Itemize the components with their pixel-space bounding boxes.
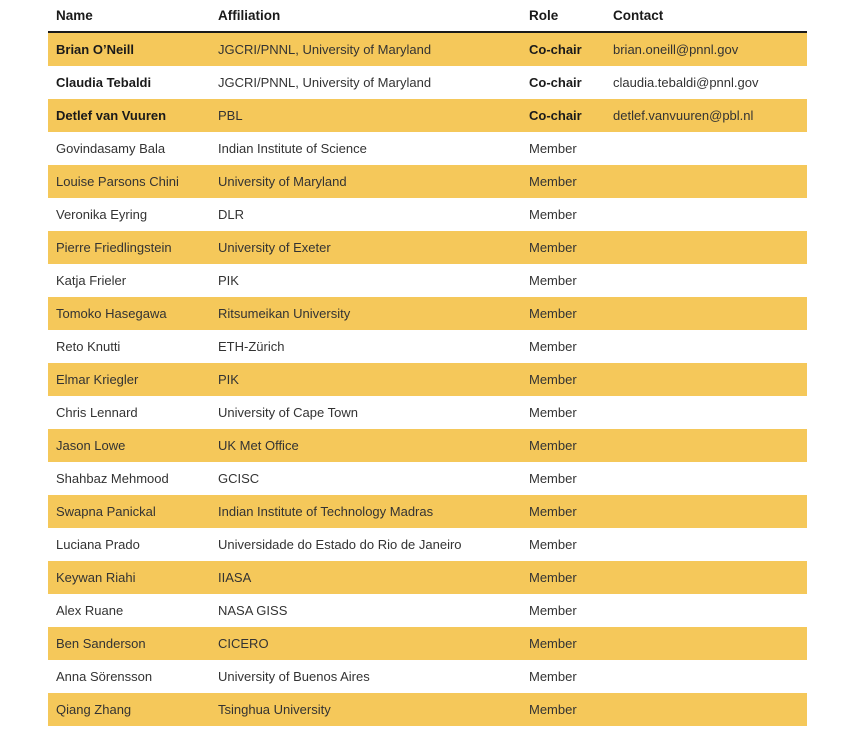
name-cell: Reto Knutti: [56, 339, 121, 354]
role-cell: Member: [529, 669, 577, 684]
affiliation-cell: University of Cape Town: [218, 405, 358, 420]
table-body: [48, 32, 807, 726]
name-cell: Louise Parsons Chini: [48, 165, 210, 198]
role-cell: Member: [521, 693, 605, 726]
contact-cell: [605, 132, 807, 165]
members-table: [48, 0, 807, 726]
contact-cell: [605, 363, 807, 396]
name-cell: Jason Lowe: [48, 429, 210, 462]
contact-cell: [605, 627, 807, 660]
header-row: [48, 0, 807, 32]
name-cell: Detlef van Vuuren: [48, 99, 210, 132]
role-cell: Member: [529, 537, 577, 552]
affiliation-cell: ETH-Zürich: [218, 339, 285, 354]
contact-cell: [605, 330, 807, 363]
role-cell: Member: [529, 273, 577, 288]
table-row: [48, 198, 807, 231]
role-cell: Co-chair: [521, 99, 605, 132]
contact-cell: [605, 693, 807, 726]
name-cell: Keywan Riahi: [48, 561, 210, 594]
table-row: [48, 165, 807, 198]
table-row: [48, 264, 807, 297]
role-cell: Member: [529, 207, 577, 222]
affiliation-cell: JGCRI/PNNL, University of Maryland: [218, 75, 432, 90]
name-cell: Ben Sanderson: [48, 627, 210, 660]
table-row: [48, 66, 807, 99]
table-row: [48, 429, 807, 462]
role-cell: Member: [521, 231, 605, 264]
contact-cell: [605, 495, 807, 528]
name-cell: Veronika Eyring: [56, 207, 148, 222]
contact-cell: [605, 264, 807, 297]
affiliation-cell: University of Buenos Aires: [218, 669, 370, 684]
table-row: [48, 132, 807, 165]
table-row: [48, 396, 807, 429]
affiliation-cell: NASA GISS: [218, 603, 288, 618]
affiliation-cell: Indian Institute of Science: [218, 141, 367, 156]
affiliation-cell: JGCRI/PNNL, University of Maryland: [210, 32, 521, 66]
table-row: [48, 363, 807, 396]
name-cell: Elmar Kriegler: [48, 363, 210, 396]
affiliation-cell: University of Maryland: [210, 165, 521, 198]
name-cell: Katja Frieler: [56, 273, 127, 288]
affiliation-cell: Ritsumeikan University: [210, 297, 521, 330]
contact-cell: [605, 297, 807, 330]
affiliation-cell: University of Exeter: [210, 231, 521, 264]
name-cell: Shahbaz Mehmood: [56, 471, 169, 486]
name-cell: Brian O’Neill: [48, 32, 210, 66]
table-row: [48, 231, 807, 264]
affiliation-cell: Tsinghua University: [210, 693, 521, 726]
name-cell: Luciana Prado: [56, 537, 140, 552]
name-cell: Pierre Friedlingstein: [48, 231, 210, 264]
role-cell: Member: [529, 405, 577, 420]
affiliation-cell: PIK: [210, 363, 521, 396]
table-row: [48, 297, 807, 330]
contact-cell: [605, 231, 807, 264]
role-cell: Co-chair: [521, 32, 605, 66]
header-contact: Contact: [605, 0, 807, 32]
role-cell: Member: [521, 561, 605, 594]
name-cell: Swapna Panickal: [48, 495, 210, 528]
affiliation-cell: Universidade do Estado do Rio de Janeiro: [218, 537, 462, 552]
table-row: [48, 99, 807, 132]
table-row: [48, 693, 807, 726]
table-row: [48, 594, 807, 627]
affiliation-cell: Indian Institute of Technology Madras: [210, 495, 521, 528]
role-cell: Member: [529, 471, 577, 486]
role-cell: Member: [529, 603, 577, 618]
name-cell: Anna Sörensson: [56, 669, 153, 684]
contact-cell: [605, 198, 807, 231]
members-table-container: [48, 0, 807, 726]
affiliation-cell: PIK: [218, 273, 239, 288]
table-row: [48, 660, 807, 693]
contact-cell: claudia.tebaldi@pnnl.gov: [613, 75, 759, 90]
role-cell: Co-chair: [529, 75, 582, 90]
table-row: [48, 32, 807, 66]
header-name: Name: [48, 0, 210, 32]
contact-cell: [605, 429, 807, 462]
contact-cell: detlef.vanvuuren@pbl.nl: [605, 99, 807, 132]
name-cell: Tomoko Hasegawa: [48, 297, 210, 330]
role-cell: Member: [521, 495, 605, 528]
contact-cell: [605, 528, 807, 561]
contact-cell: [605, 396, 807, 429]
role-cell: Member: [521, 627, 605, 660]
table-row: [48, 495, 807, 528]
contact-cell: [605, 165, 807, 198]
affiliation-cell: GCISC: [218, 471, 260, 486]
table-row: [48, 627, 807, 660]
contact-cell: brian.oneill@pnnl.gov: [605, 32, 807, 66]
contact-cell: [605, 561, 807, 594]
name-cell: Chris Lennard: [56, 405, 138, 420]
name-cell: Qiang Zhang: [48, 693, 210, 726]
table-row: [48, 528, 807, 561]
name-cell: Govindasamy Bala: [56, 141, 166, 156]
affiliation-cell: IIASA: [210, 561, 521, 594]
name-cell: Alex Ruane: [56, 603, 124, 618]
table-header: [48, 0, 807, 32]
role-cell: Member: [521, 165, 605, 198]
affiliation-cell: PBL: [210, 99, 521, 132]
role-cell: Member: [521, 297, 605, 330]
table-row: [48, 561, 807, 594]
table-row: [48, 330, 807, 363]
contact-cell: [605, 462, 807, 495]
name-cell: Claudia Tebaldi: [56, 75, 152, 90]
role-cell: Member: [529, 141, 577, 156]
table-row: [48, 462, 807, 495]
affiliation-cell: UK Met Office: [210, 429, 521, 462]
affiliation-cell: DLR: [218, 207, 245, 222]
role-cell: Member: [529, 339, 577, 354]
contact-cell: [605, 660, 807, 693]
role-cell: Member: [521, 363, 605, 396]
role-cell: Member: [521, 429, 605, 462]
affiliation-cell: CICERO: [210, 627, 521, 660]
contact-cell: [605, 594, 807, 627]
header-affiliation: Affiliation: [210, 0, 521, 32]
header-role: Role: [521, 0, 605, 32]
